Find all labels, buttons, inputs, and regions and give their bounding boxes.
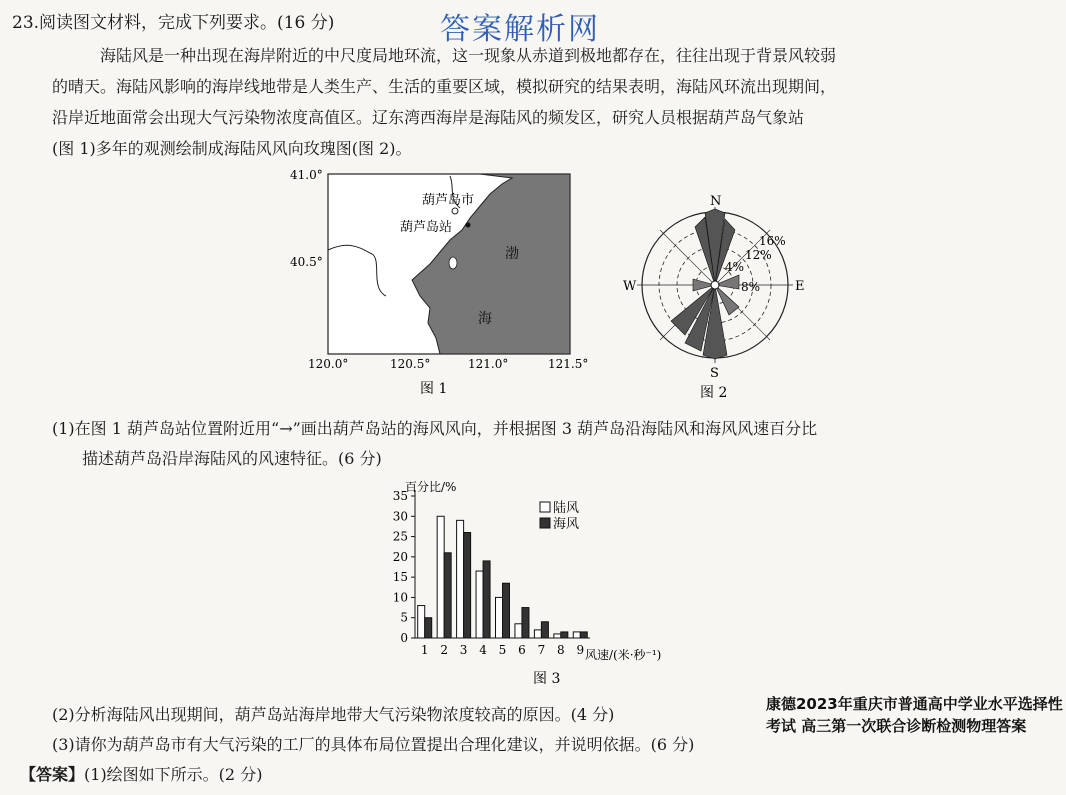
bar-land-9	[573, 632, 580, 638]
fig3-caption: 图 3	[533, 671, 561, 687]
x-tick-label: 8	[557, 643, 565, 657]
bar-land-3	[457, 520, 464, 638]
station-marker	[466, 223, 471, 228]
y-tick-label: 15	[392, 570, 408, 585]
x-tick-label: 7	[537, 643, 546, 657]
bar-land-8	[554, 634, 561, 638]
ring-label-8: 8%	[741, 280, 761, 294]
sub-question-3: (3)请你为葫芦岛市有大气污染的工厂的具体布局位置提出合理化建议，并说明依据。(6 分)	[52, 735, 695, 754]
ring-label-16: 16%	[759, 234, 786, 248]
bar-sea-5	[503, 583, 510, 638]
material-line: (图 1)多年的观测绘制成海陆风风向玫瑰图(图 2)。	[52, 139, 412, 158]
dir-n: N	[710, 194, 722, 209]
figure-3	[385, 476, 662, 691]
lon-label-121-5: 121.5°	[548, 357, 589, 371]
watermark: 答案解析网	[440, 12, 600, 47]
legend-label: 海风	[553, 517, 580, 532]
ring-label-12: 12%	[745, 248, 772, 262]
figure-1	[290, 168, 590, 398]
map-figure	[290, 168, 590, 398]
ring-label-4: 4%	[725, 260, 745, 274]
bar-sea-9	[580, 632, 587, 638]
y-tick-label: 30	[392, 509, 408, 524]
x-tick-label: 1	[420, 643, 429, 657]
bar-land-6	[515, 624, 522, 638]
x-tick-label: 9	[576, 643, 585, 657]
answer-tag: 【答案】	[20, 765, 85, 784]
legend-swatch	[540, 502, 550, 512]
bar-sea-2	[444, 553, 451, 638]
bar-land-4	[476, 571, 483, 638]
bar-land-2	[437, 516, 444, 638]
x-axis-label: 风速/(米·秒⁻¹)	[585, 648, 662, 662]
x-tick-label: 4	[479, 643, 487, 657]
y-tick-label: 25	[392, 529, 408, 544]
sub1-line2: 描述葫芦岛沿岸海陆风的风速特征。(6 分)	[82, 449, 382, 468]
lon-label-120: 120.0°	[308, 357, 349, 371]
sea-label-2: 海	[478, 311, 492, 327]
bar-sea-1	[425, 618, 432, 638]
sea-label-1: 渤	[505, 246, 519, 262]
bar-land-5	[496, 597, 503, 638]
x-tick-label: 2	[440, 643, 448, 657]
bar-land-1	[418, 606, 425, 638]
figure-2	[620, 190, 810, 405]
dir-s: S	[710, 366, 719, 381]
lon-label-120-5: 120.5°	[390, 357, 431, 371]
fig1-caption: 图 1	[420, 381, 448, 397]
legend-swatch	[540, 518, 550, 528]
fig2-caption: 图 2	[700, 385, 728, 401]
material-line: 的晴天。海陆风影响的海岸线地带是人类生产、生活的重要区域，模拟研究的结果表明，海陆风环流出现期间，	[52, 77, 837, 96]
city-label: 葫芦岛市	[422, 193, 475, 208]
y-tick-label: 5	[400, 610, 408, 625]
sub-question-1	[52, 414, 1052, 474]
x-tick-label: 3	[459, 643, 468, 657]
bar-sea-7	[541, 622, 548, 638]
corner-note: 康德2023年重庆市普通高中学业水平选择性考试 高三第一次联合诊断检测物理答案	[766, 693, 1066, 737]
dir-w: W	[623, 279, 637, 294]
station-label: 葫芦岛站	[400, 220, 453, 235]
city-marker	[452, 208, 458, 214]
bar-land-7	[534, 630, 541, 638]
material-paragraph	[52, 40, 1042, 164]
island	[449, 257, 457, 269]
y-tick-label: 10	[392, 590, 408, 605]
question-header	[12, 8, 334, 33]
material-line: 海陆风是一种出现在海岸附近的中尺度局地环流，这一现象从赤道到极地都存在，往往出现于背景风较弱	[100, 46, 837, 65]
bar-sea-8	[561, 632, 568, 638]
y-tick-label: 35	[392, 489, 408, 503]
rose-center	[711, 281, 719, 289]
legend-label: 陆风	[553, 501, 580, 516]
sub-question-2: (2)分析海陆风出现期间，葫芦岛站海岸地带大气污染物浓度较高的原因。(4 分)	[52, 705, 615, 724]
lat-label-40-5: 40.5°	[290, 255, 323, 269]
bar-sea-6	[522, 608, 529, 638]
y-axis-label: 百分比/%	[405, 480, 457, 494]
dir-e: E	[795, 279, 805, 294]
wind-rose	[620, 190, 810, 405]
lat-label-41: 41.0°	[290, 168, 323, 182]
bar-sea-4	[483, 561, 490, 638]
lon-label-121: 121.0°	[468, 357, 509, 371]
x-tick-label: 6	[518, 643, 526, 657]
y-tick-label: 0	[400, 631, 408, 645]
material-line: 沿岸近地面常会出现大气污染物浓度高值区。辽东湾西海岸是海陆风的频发区，研究人员根据葫芦岛气象站	[52, 108, 805, 127]
question-score: (16 分)	[277, 13, 335, 33]
y-tick-label: 20	[392, 549, 408, 564]
answer-line	[20, 760, 760, 790]
bar-sea-3	[464, 533, 471, 638]
x-tick-label: 5	[498, 643, 507, 657]
bar-chart	[385, 476, 662, 691]
sub1-line1: (1)在图 1 葫芦岛站位置附近用“→”画出葫芦岛站的海风风向，并根据图 3 葫芦岛沿海陆风和海风风速百分比	[52, 419, 818, 438]
question-number: 23.	[12, 13, 40, 33]
question-title: 阅读图文材料，完成下列要求。	[39, 13, 278, 33]
answer-text: (1)绘图如下所示。(2 分)	[84, 765, 263, 784]
